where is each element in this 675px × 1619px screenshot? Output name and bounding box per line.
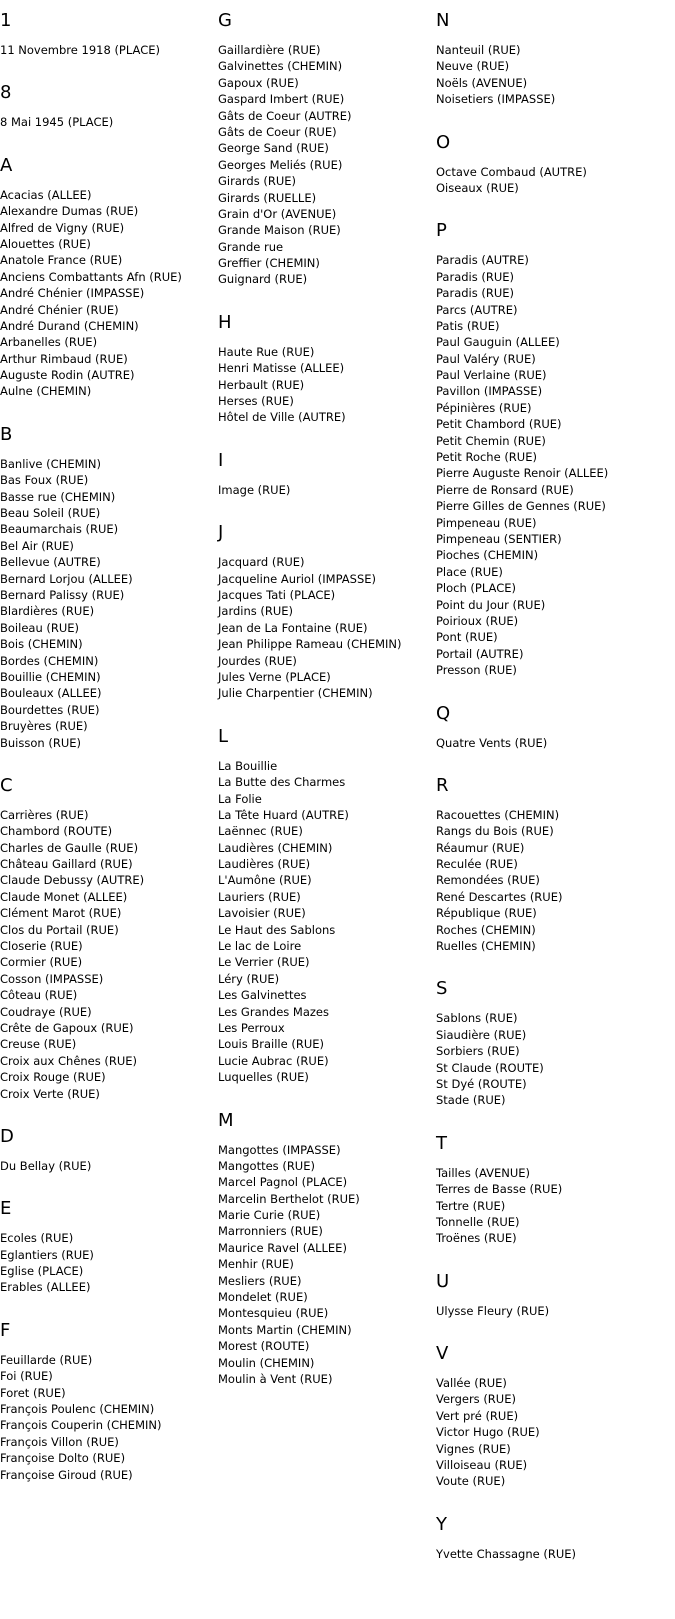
- street-entry: Grande Maison (RUE): [218, 223, 341, 238]
- street-entry: Lauriers (RUE): [218, 889, 301, 904]
- street-entry: Bourdettes (RUE): [0, 702, 100, 717]
- street-list: [0, 42, 218, 58]
- street-entry: Jacqueline Auriol (IMPASSE): [218, 571, 377, 586]
- letter-section: [0, 155, 218, 400]
- street-entry: Cosson (IMPASSE): [0, 971, 104, 986]
- street-entry: Laudières (CHEMIN): [218, 840, 333, 855]
- street-entry: Le lac de Loire: [218, 939, 302, 954]
- street-entry: Villoiseau (RUE): [436, 1458, 528, 1473]
- street-entry: Tertre (RUE): [436, 1198, 506, 1213]
- street-entry: Pierre Gilles de Gennes (RUE): [436, 499, 606, 514]
- street-entry: Laudières (RUE): [218, 857, 311, 872]
- letter-section: [218, 450, 436, 498]
- street-entry: Basse rue (CHEMIN): [0, 489, 116, 504]
- street-list: [436, 252, 675, 678]
- street-entry: Erables (ALLEE): [0, 1280, 91, 1295]
- index-column-3: [436, 10, 675, 1586]
- street-entry: Boileau (RUE): [0, 620, 80, 635]
- street-entry: Marcel Pagnol (PLACE): [218, 1175, 348, 1190]
- street-entry: Marronniers (RUE): [218, 1224, 323, 1239]
- section-letter-heading: F: [0, 1319, 11, 1341]
- street-entry: Les Perroux: [218, 1020, 285, 1035]
- street-entry: Petit Chambord (RUE): [436, 417, 562, 432]
- section-letter-heading: U: [436, 1270, 450, 1292]
- street-entry: Petit Chemin (RUE): [436, 433, 546, 448]
- street-entry: Laënnec (RUE): [218, 824, 303, 839]
- street-entry: Le Haut des Sablons: [218, 922, 336, 937]
- section-letter-heading: R: [436, 774, 449, 796]
- street-entry: François Poulenc (CHEMIN): [0, 1402, 155, 1417]
- street-entry: George Sand (RUE): [218, 141, 329, 156]
- section-letter-heading: E: [0, 1198, 12, 1220]
- street-entry: Greffier (CHEMIN): [218, 256, 320, 271]
- street-entry: St Dyé (ROUTE): [436, 1076, 527, 1091]
- street-entry: Blardières (RUE): [0, 604, 95, 619]
- street-entry: Françoise Dolto (RUE): [0, 1451, 126, 1466]
- street-entry: Pioches (CHEMIN): [436, 548, 539, 563]
- street-entry: Mondelet (RUE): [218, 1290, 308, 1305]
- section-letter-heading: 1: [0, 10, 12, 31]
- street-entry: Tailles (AVENUE): [436, 1165, 530, 1180]
- street-entry: Vert pré (RUE): [436, 1408, 519, 1423]
- street-entry: Banlive (CHEMIN): [0, 456, 101, 471]
- street-list: [218, 344, 436, 426]
- street-entry: Bellevue (AUTRE): [0, 555, 101, 570]
- street-entry: Maurice Ravel (ALLEE): [218, 1240, 347, 1255]
- street-entry: Charles de Gaulle (RUE): [0, 840, 139, 855]
- section-letter-heading: C: [0, 774, 13, 796]
- street-entry: Tonnelle (RUE): [436, 1214, 520, 1229]
- section-letter-heading: V: [436, 1343, 449, 1365]
- street-entry: Marie Curie (RUE): [218, 1208, 321, 1223]
- street-entry: Moulin (CHEMIN): [218, 1355, 315, 1370]
- street-entry: Louis Braille (RUE): [218, 1037, 324, 1052]
- street-entry: Ecoles (RUE): [0, 1231, 74, 1246]
- street-entry: Moulin à Vent (RUE): [218, 1372, 333, 1386]
- street-entry: Gâts de Coeur (RUE): [218, 124, 337, 139]
- street-entry: Troënes (RUE): [436, 1231, 517, 1246]
- street-entry: Oiseaux (RUE): [436, 180, 519, 195]
- letter-section: [436, 10, 675, 108]
- street-entry: République (RUE): [436, 906, 537, 921]
- street-entry: Presson (RUE): [436, 663, 517, 678]
- street-entry: Bas Foux (RUE): [0, 473, 89, 488]
- letter-section: [436, 703, 675, 751]
- street-entry: La Folie: [218, 791, 262, 806]
- street-entry: Stade (RUE): [436, 1093, 506, 1108]
- street-entry: Noëls (AVENUE): [436, 75, 528, 90]
- letter-section: [436, 132, 675, 197]
- section-letter-heading: J: [218, 522, 224, 544]
- section-letter-heading: 8: [0, 82, 12, 104]
- street-entry: Alexandre Dumas (RUE): [0, 204, 139, 219]
- street-list: [436, 1010, 675, 1108]
- street-entry: Jacques Tati (PLACE): [218, 587, 336, 602]
- street-entry: Claude Monet (ALLEE): [0, 889, 128, 904]
- street-entry: Vallée (RUE): [436, 1376, 507, 1391]
- street-entry: Neuve (RUE): [436, 59, 510, 74]
- street-entry: Voute (RUE): [436, 1474, 506, 1489]
- section-letter-heading: D: [0, 1125, 14, 1147]
- street-entry: Bernard Lorjou (ALLEE): [0, 571, 133, 586]
- section-letter-heading: T: [436, 1132, 447, 1154]
- street-entry: Paul Verlaine (RUE): [436, 368, 547, 383]
- section-letter-heading: G: [218, 10, 232, 31]
- street-entry: Jean de La Fontaine (RUE): [218, 620, 368, 635]
- street-entry: Lucie Aubrac (RUE): [218, 1053, 329, 1068]
- street-entry: La Butte des Charmes: [218, 775, 346, 790]
- section-letter-heading: S: [436, 978, 448, 1000]
- street-entry: Les Galvinettes: [218, 988, 307, 1003]
- street-entry: Noisetiers (IMPASSE): [436, 92, 556, 107]
- street-list: [218, 42, 436, 288]
- street-list: [0, 114, 218, 130]
- section-letter-heading: Q: [436, 702, 451, 724]
- letter-section: [0, 775, 218, 1102]
- street-entry: Eglise (PLACE): [0, 1264, 84, 1279]
- street-entry: Ulysse Fleury (RUE): [436, 1303, 550, 1318]
- street-list: [218, 1142, 436, 1388]
- street-entry: Eglantiers (RUE): [0, 1247, 94, 1262]
- street-entry: Coudraye (RUE): [0, 1004, 92, 1019]
- street-entry: Beau Soleil (RUE): [0, 506, 101, 521]
- section-letter-heading: I: [218, 449, 224, 471]
- street-list: [436, 807, 675, 955]
- letter-section: [0, 1126, 218, 1174]
- street-entry: Yvette Chassagne (RUE): [436, 1546, 577, 1561]
- street-entry: Mangottes (RUE): [218, 1158, 315, 1173]
- street-entry: Crête de Gapoux (RUE): [0, 1020, 134, 1035]
- street-entry: Girards (RUELLE): [218, 190, 317, 205]
- section-letter-heading: L: [218, 725, 229, 747]
- street-entry: Vergers (RUE): [436, 1392, 516, 1407]
- street-list: [218, 758, 436, 1086]
- street-entry: Pierre Auguste Renoir (ALLEE): [436, 466, 609, 481]
- street-entry: Creuse (RUE): [0, 1037, 77, 1052]
- index-column-2: [218, 10, 436, 1411]
- street-entry: Pépinières (RUE): [436, 400, 532, 415]
- street-entry: Paradis (RUE): [436, 269, 515, 284]
- letter-section: [0, 10, 218, 58]
- street-entry: Quatre Vents (RUE): [436, 735, 548, 750]
- street-entry: Morest (ROUTE): [218, 1339, 310, 1354]
- street-entry: Closerie (RUE): [0, 939, 83, 954]
- letter-section: [436, 1271, 675, 1319]
- street-entry: Ploch (PLACE): [436, 581, 516, 596]
- street-entry: Paradis (RUE): [436, 286, 515, 301]
- street-entry: Beaumarchais (RUE): [0, 522, 119, 537]
- street-entry: Luquelles (RUE): [218, 1070, 309, 1085]
- street-entry: André Chénier (RUE): [0, 302, 119, 317]
- letter-section: [436, 1514, 675, 1562]
- street-entry: Bouleaux (ALLEE): [0, 686, 102, 701]
- street-entry: Girards (RUE): [218, 174, 297, 189]
- street-list: [436, 42, 675, 108]
- letter-section: [218, 522, 436, 702]
- street-entry: Clos du Portail (RUE): [0, 922, 119, 937]
- street-entry: Gapoux (RUE): [218, 75, 299, 90]
- street-entry: Bois (CHEMIN): [0, 637, 83, 652]
- street-entry: Les Grandes Mazes: [218, 1004, 329, 1019]
- street-entry: Portail (AUTRE): [436, 646, 524, 661]
- street-entry: André Chénier (IMPASSE): [0, 286, 145, 301]
- street-list: [0, 1352, 218, 1483]
- street-entry: Jardins (RUE): [218, 604, 294, 619]
- street-entry: Parcs (AUTRE): [436, 302, 518, 317]
- letter-section: [218, 10, 436, 288]
- street-entry: Croix aux Chênes (RUE): [0, 1053, 138, 1068]
- street-entry: Cormier (RUE): [0, 955, 83, 970]
- street-entry: Galvinettes (CHEMIN): [218, 59, 343, 74]
- street-entry: Vignes (RUE): [436, 1441, 511, 1456]
- street-entry: Foi (RUE): [0, 1369, 53, 1384]
- letter-section: [218, 1110, 436, 1388]
- street-entry: Image (RUE): [218, 482, 291, 497]
- street-entry: Anatole France (RUE): [0, 253, 123, 268]
- letter-section: [436, 978, 675, 1108]
- street-entry: Sorbiers (RUE): [436, 1044, 520, 1059]
- street-entry: Paradis (AUTRE): [436, 253, 529, 268]
- street-list: [436, 735, 675, 751]
- street-list: [0, 1158, 218, 1174]
- street-entry: Reculée (RUE): [436, 857, 518, 872]
- letter-section: [0, 82, 218, 130]
- street-entry: Château Gaillard (RUE): [0, 857, 133, 872]
- street-entry: Octave Combaud (AUTRE): [436, 164, 587, 179]
- letter-section: [0, 424, 218, 751]
- street-entry: Buisson (RUE): [0, 735, 81, 750]
- street-entry: Feuillarde (RUE): [0, 1352, 93, 1367]
- street-entry: François Villon (RUE): [0, 1434, 119, 1449]
- letter-section: [0, 1320, 218, 1483]
- street-entry: Bruyères (RUE): [0, 719, 88, 734]
- street-entry: Claude Debussy (AUTRE): [0, 873, 145, 888]
- street-entry: Monts Martin (CHEMIN): [218, 1322, 352, 1337]
- street-entry: Françoise Giroud (RUE): [0, 1467, 133, 1482]
- street-entry: Jules Verne (PLACE): [218, 669, 331, 684]
- street-entry: Rangs du Bois (RUE): [436, 824, 554, 839]
- street-entry: Ruelles (CHEMIN): [436, 939, 536, 954]
- street-list: [0, 456, 218, 751]
- street-entry: Grain d'Or (AVENUE): [218, 206, 337, 221]
- street-entry: Mangottes (IMPASSE): [218, 1142, 341, 1157]
- street-entry: Anciens Combattants Afn (RUE): [0, 269, 182, 284]
- street-entry: Lavoisier (RUE): [218, 906, 306, 921]
- street-entry: Foret (RUE): [0, 1385, 66, 1400]
- street-entry: René Descartes (RUE): [436, 889, 563, 904]
- street-entry: André Durand (CHEMIN): [0, 318, 139, 333]
- street-entry: Auguste Rodin (AUTRE): [0, 368, 135, 383]
- street-entry: 11 Novembre 1918 (PLACE): [0, 43, 160, 57]
- street-entry: Gaspard Imbert (RUE): [218, 92, 345, 107]
- street-entry: Racouettes (CHEMIN): [436, 807, 560, 822]
- street-entry: Pont (RUE): [436, 630, 498, 645]
- street-entry: Gâts de Coeur (AUTRE): [218, 108, 352, 123]
- street-entry: Bernard Palissy (RUE): [0, 587, 125, 602]
- street-list: [0, 1230, 218, 1296]
- section-letter-heading: H: [218, 311, 232, 333]
- street-entry: Patis (RUE): [436, 318, 500, 333]
- street-entry: Menhir (RUE): [218, 1257, 294, 1272]
- street-entry: Mesliers (RUE): [218, 1273, 302, 1288]
- street-entry: Arbanelles (RUE): [0, 335, 98, 350]
- street-list: [218, 554, 436, 702]
- letter-section: [0, 1198, 218, 1296]
- street-entry: Henri Matisse (ALLEE): [218, 361, 345, 376]
- street-entry: Haute Rue (RUE): [218, 344, 315, 359]
- street-entry: François Couperin (CHEMIN): [0, 1418, 162, 1433]
- street-entry: Place (RUE): [436, 564, 503, 579]
- street-entry: Siaudière (RUE): [436, 1027, 527, 1042]
- street-entry: Jean Philippe Rameau (CHEMIN): [218, 637, 402, 652]
- section-letter-heading: P: [436, 220, 447, 242]
- letter-section: [436, 220, 675, 678]
- street-entry: Remondées (RUE): [436, 873, 540, 888]
- street-entry: Julie Charpentier (CHEMIN): [218, 686, 373, 701]
- street-entry: Bel Air (RUE): [0, 538, 74, 553]
- street-entry: Nanteuil (RUE): [436, 43, 521, 57]
- street-entry: Côteau (RUE): [0, 988, 78, 1003]
- street-entry: Pimpeneau (RUE): [436, 515, 537, 530]
- street-entry: Hôtel de Ville (AUTRE): [218, 410, 346, 425]
- street-entry: Herbault (RUE): [218, 377, 305, 392]
- street-list: [436, 1165, 675, 1247]
- street-list: [436, 1375, 675, 1490]
- street-entry: Montesquieu (RUE): [218, 1306, 329, 1321]
- street-entry: Acacias (ALLEE): [0, 187, 92, 202]
- street-list: [0, 187, 218, 400]
- street-entry: L'Aumône (RUE): [218, 873, 312, 888]
- street-entry: Guignard (RUE): [218, 272, 308, 287]
- street-entry: Aulne (CHEMIN): [0, 384, 92, 399]
- street-entry: La Tête Huard (AUTRE): [218, 807, 349, 822]
- street-list: [218, 482, 436, 498]
- section-letter-heading: N: [436, 10, 450, 31]
- street-entry: Terres de Basse (RUE): [436, 1182, 563, 1197]
- street-entry: La Bouillie: [218, 758, 278, 773]
- street-entry: Victor Hugo (RUE): [436, 1425, 540, 1440]
- street-entry: Gaillardière (RUE): [218, 43, 321, 57]
- street-entry: Chambord (ROUTE): [0, 824, 113, 839]
- section-letter-heading: Y: [436, 1513, 447, 1535]
- street-entry: Alouettes (RUE): [0, 236, 91, 251]
- street-entry: Léry (RUE): [218, 971, 280, 986]
- street-entry: Petit Roche (RUE): [436, 450, 537, 465]
- street-entry: Herses (RUE): [218, 394, 294, 409]
- street-entry: Poirioux (RUE): [436, 613, 519, 628]
- letter-section: [218, 726, 436, 1086]
- letter-section: [218, 312, 436, 426]
- street-entry: Croix Verte (RUE): [0, 1086, 100, 1101]
- street-entry: Clément Marot (RUE): [0, 906, 122, 921]
- street-entry: Bouillie (CHEMIN): [0, 669, 101, 684]
- street-list: [436, 1303, 675, 1319]
- letter-section: [436, 1343, 675, 1490]
- section-letter-heading: A: [0, 154, 13, 176]
- street-entry: Bordes (CHEMIN): [0, 653, 99, 668]
- letter-section: [436, 1133, 675, 1247]
- street-entry: Jacquard (RUE): [218, 555, 305, 570]
- street-entry: Paul Gauguin (ALLEE): [436, 335, 560, 350]
- index-column-1: [0, 10, 218, 1507]
- street-entry: Croix Rouge (RUE): [0, 1070, 106, 1085]
- section-letter-heading: B: [0, 423, 13, 445]
- street-entry: Pavillon (IMPASSE): [436, 384, 543, 399]
- street-entry: Roches (CHEMIN): [436, 922, 536, 937]
- street-list: [0, 807, 218, 1102]
- street-entry: Le Verrier (RUE): [218, 955, 310, 970]
- street-entry: Arthur Rimbaud (RUE): [0, 351, 128, 366]
- street-entry: Grande rue: [218, 239, 284, 254]
- street-entry: Pierre de Ronsard (RUE): [436, 482, 574, 497]
- street-entry: Pimpeneau (SENTIER): [436, 531, 562, 546]
- section-letter-heading: O: [436, 131, 451, 153]
- street-entry: St Claude (ROUTE): [436, 1060, 544, 1075]
- street-entry: Georges Meliés (RUE): [218, 157, 343, 172]
- street-entry: Sablons (RUE): [436, 1011, 518, 1026]
- street-entry: Réaumur (RUE): [436, 840, 525, 855]
- street-list: [436, 1546, 675, 1562]
- street-entry: Du Bellay (RUE): [0, 1158, 92, 1173]
- street-entry: Paul Valéry (RUE): [436, 351, 536, 366]
- street-entry: Jourdes (RUE): [218, 653, 297, 668]
- street-entry: Point du Jour (RUE): [436, 597, 546, 612]
- letter-section: [436, 775, 675, 955]
- street-entry: Marcelin Berthelot (RUE): [218, 1191, 360, 1206]
- street-list: [436, 164, 675, 197]
- street-entry: Alfred de Vigny (RUE): [0, 220, 125, 235]
- street-entry: 8 Mai 1945 (PLACE): [0, 115, 114, 130]
- street-entry: Carrières (RUE): [0, 807, 89, 822]
- section-letter-heading: M: [218, 1109, 234, 1131]
